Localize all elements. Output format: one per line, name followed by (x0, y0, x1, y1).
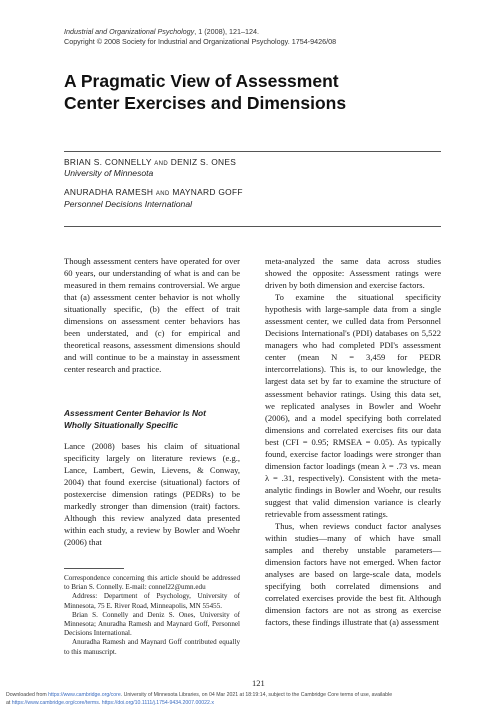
footnotes (64, 574, 240, 657)
author-name: ANURADHA RAMESH (64, 187, 154, 197)
citation-volume: , 1 (2008), 121–124. (194, 27, 259, 36)
journal-citation (64, 27, 336, 37)
page-number: 121 (252, 678, 265, 688)
cambridge-core-link[interactable]: https://www.cambridge.org/core (48, 692, 121, 698)
right-column-body (265, 255, 441, 628)
terms-link[interactable]: https://www.cambridge.org/core/terms (11, 700, 99, 706)
footnote-rule (64, 568, 124, 569)
download-notice-line-1 (6, 691, 498, 699)
section-heading-line-2: Wholly Situationally Specific (64, 419, 179, 430)
affiliation-2: Personnel Decisions International (64, 199, 193, 209)
download-text: at (6, 700, 12, 706)
author-rule (64, 226, 441, 227)
doi-link[interactable]: https://doi.org/10.1111/j.1754-9434.2007.00022.x (101, 700, 214, 706)
footnote-correspondence: Correspondence concerning this article should be addressed to Brian S. Connelly. E-mail: connel22@umn.edu (64, 574, 240, 592)
left-column-body (64, 440, 240, 548)
author-conjunction: AND (154, 161, 169, 167)
download-notice-line-2 (6, 699, 498, 707)
author-name: BRIAN S. CONNELLY (64, 157, 152, 167)
footnote-address: Address: Department of Psychology, University of Minnesota, 75 E. River Road, Minneapolis, MN 55455. (64, 592, 240, 610)
download-text: . University of Minnesota Libraries, on 04 Mar 2021 at 18:19:14, subject to the Cambridge Core terms of use, available (120, 692, 393, 698)
journal-name: Industrial and Organizational Psychology (64, 27, 195, 36)
copyright-line: Copyright © 2008 Society for Industrial and Organizational Psychology. 1754-9426/08 (64, 37, 337, 46)
title-line-2: Center Exercises and Dimensions (64, 93, 347, 113)
running-header (64, 27, 336, 47)
body-paragraph: Thus, when reviews conduct factor analyses within studies—many of which have small samples and thereby unstable parameters—dimension factors have not emerged. When factor analyses are based on large-scale data, models specifying both correlated dimensions and correlated exercises provide the best fit. Although dimension factors are not as strong as exercise factors, these findings illustrate that (a) assessment (265, 521, 441, 628)
download-text: . (98, 700, 102, 706)
section-heading-line-1: Assessment Center Behavior Is Not (64, 408, 206, 418)
body-paragraph: Lance (2008) bases his claim of situational specificity largely on literature reviews (e.g., Lance, Lambert, Gewin, Lievens, & Conway, 2004) that found exercise (situational) factors of postexercise dimension ratings (PEDRs) to be markedly stronger than dimension (trait) factors. Although this review analyzed data presented within each study, a review by Bowler and Woehr (2006) that (64, 441, 240, 548)
affiliation-1: University of Minnesota (64, 168, 154, 178)
body-paragraph: To examine the situational specificity hypothesis with large-sample data from a single assessment center, we culled data from Personnel Decisions International's (PDI) databases on 5,522 managers who had completed PDI's assessment center (mean N = 3,459 for PEDR intercorrelations). This is, to our knowledge, the largest data set by far to examine the structure of assessment behavior ratings. Using this data set, we replicated analyses in Bowler and Woehr (2006), and a model specifying both correlated dimensions and correlated exercises fits our data best (CFI = 0.95; RMSEA = 0.05). As typically found, exercise factor loadings were stronger than dimension factor loadings (mean λ = .73 vs. mean λ = .31, respectively). Consistent with the meta-analytic findings in Bowler and Woehr, our results suggest that valid dimension variance is clearly retrievable from assessment ratings. (265, 292, 441, 519)
article-title (64, 70, 424, 114)
download-text: Downloaded from (6, 692, 49, 698)
abstract-block (64, 255, 240, 375)
body-paragraph: meta-analyzed the same data across studies showed the opposite: Assessment ratings were driven by both dimension and exercise factors. (265, 256, 441, 291)
author-conjunction: AND (155, 191, 170, 197)
footnote-affiliations: Brian S. Connelly and Deniz S. Ones, University of Minnesota; Anuradha Ramesh and Maynard Goff, Personnel Decisions International. (64, 610, 240, 638)
section-heading (64, 408, 240, 431)
author-name: MAYNARD GOFF (172, 187, 243, 197)
author-name: DENIZ S. ONES (170, 157, 237, 167)
title-line-1: A Pragmatic View of Assessment (64, 71, 339, 91)
abstract-text: Though assessment centers have operated for over 60 years, our understanding of what is and can be measured in them remains controversial. We argue that (a) assessment center behavior is not wholly situationally specific, (b) the effect of trait dimensions on assessment center behaviors has been understated, and (c) for empirical and theoretical reasons, assessment dimensions should and will continue to be a mainstay in assessment center research and practice. (64, 256, 240, 375)
footnote-contribution: Anuradha Ramesh and Maynard Goff contributed equally to this manuscript. (64, 638, 240, 656)
title-rule (64, 151, 441, 152)
